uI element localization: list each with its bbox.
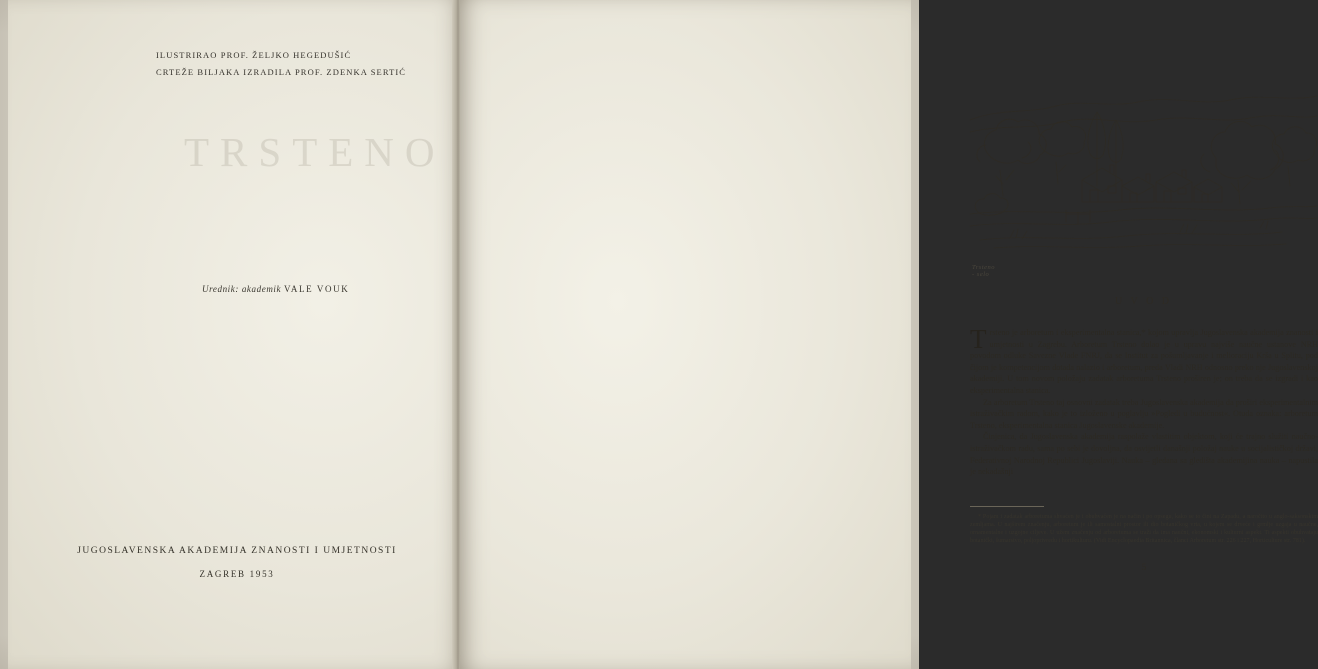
ghost-title: TRSTENO <box>184 129 446 175</box>
credit-line-plant-drawings: CRTEŽE BILJAKA IZRADILA PROF. ZDENKA SERTIĆ <box>156 67 407 77</box>
paragraph-1-text: rsteno je arboretum i eksperimentalna stanica,* kojom upravlja Jugoslavenska akademija znanosti i umjetnosti u Zagrebu. Arboretum Trsteno dolao je u upravu najviše naučne ustanove NRH povodom odluke Savezne Vlade FNRJ, da se Institut za pošumljavanje i melioraciju Krša u Splitu, pod čijom je kompetencijom dotada nalazio i arboretum, preda Vladi NRH odnosno preko nje Jugoslavenskoj akademiji. U tom novom položaju zadatak arboretuma Trsteno proširen je; on treba da se izgradi i kao eksperimentalna stanica. <box>970 328 1318 395</box>
footnote-separator <box>970 506 1044 507</box>
publication-place-year: ZAGREB 1953 <box>199 569 275 579</box>
editor-credit <box>202 284 349 294</box>
paragraph-3: Činjenica, da Jugoslavenska akademija raspolaže vlastitim objektom, koji će trajno služiti naučno-istraživačkom radu, sama po sebi je dovoljna, da osvijetli današnji položaj nauke u socijalističkoj državi, Federativnoj Narodnoj Republici Jugoslaviji. Nauka – gledana sa gledišta akademijina nauka – napustila je nekadašnji <box>970 432 1318 477</box>
footnote-block <box>970 513 1318 545</box>
paragraph-1 <box>970 324 1318 397</box>
editor-name: VALE VOUK <box>283 284 350 294</box>
footnote-text: * Pojam i zadatak arboretuma shvaćen je i obuhvaćen je na način i po opsegu, kako se to čini na Zapadu, a naročito u anglo-saksonskim zemljama. U najširem značenju, arboretum je ili samostalni prostor ili dio botaničkog vrta, u kojem se drveće i grmlje uzgaja u naučne, ornamentalne i uzgojne ciljeve. U užem značenju od arboretuma se traži da ima naučni, ekonomski i kulturni aspekt. Ti aspekti obuhvataju botanički, šumarstvo, poljoprivredu i hortikulturu. (Vidi Encyclopaedia Britannica, članci Arboretum str. 226 i 227, Horticulture str. 781). <box>970 514 1318 545</box>
editor-role: akademik <box>241 284 282 294</box>
editor-label: Urednik: <box>202 284 239 294</box>
village-landscape-illustration <box>970 62 1317 257</box>
left-page <box>8 0 458 669</box>
illustration-caption: Trsteno - selo <box>972 264 996 278</box>
right-page <box>460 0 1318 669</box>
publisher-name: JUGOSLAVENSKA AKADEMIJA ZNANOSTI I UMJETNOSTI <box>77 546 397 556</box>
credits-block <box>156 47 406 81</box>
credit-line-illustrator: ILUSTRIRAO PROF. ŽELJKO HEGEDUŠIĆ <box>156 50 352 60</box>
body-text-column <box>970 324 1318 478</box>
paragraph-2: Za arboretum Trsteno taj osnovni zadatak treba Jugoslavenska akademija da proširi eksperimentalnim istraživačkim radom, kako je to izloženo u poglavlju »Pogledi u budućnost«. Otuda oznaka: arboretum Trsteno, eksperimentalna stanica Jugoslavenske akademije. <box>970 397 1318 430</box>
dropcap: T <box>970 324 987 354</box>
page-number: 5 <box>1141 562 1147 572</box>
section-title-uvod: U V O D <box>1114 296 1173 307</box>
